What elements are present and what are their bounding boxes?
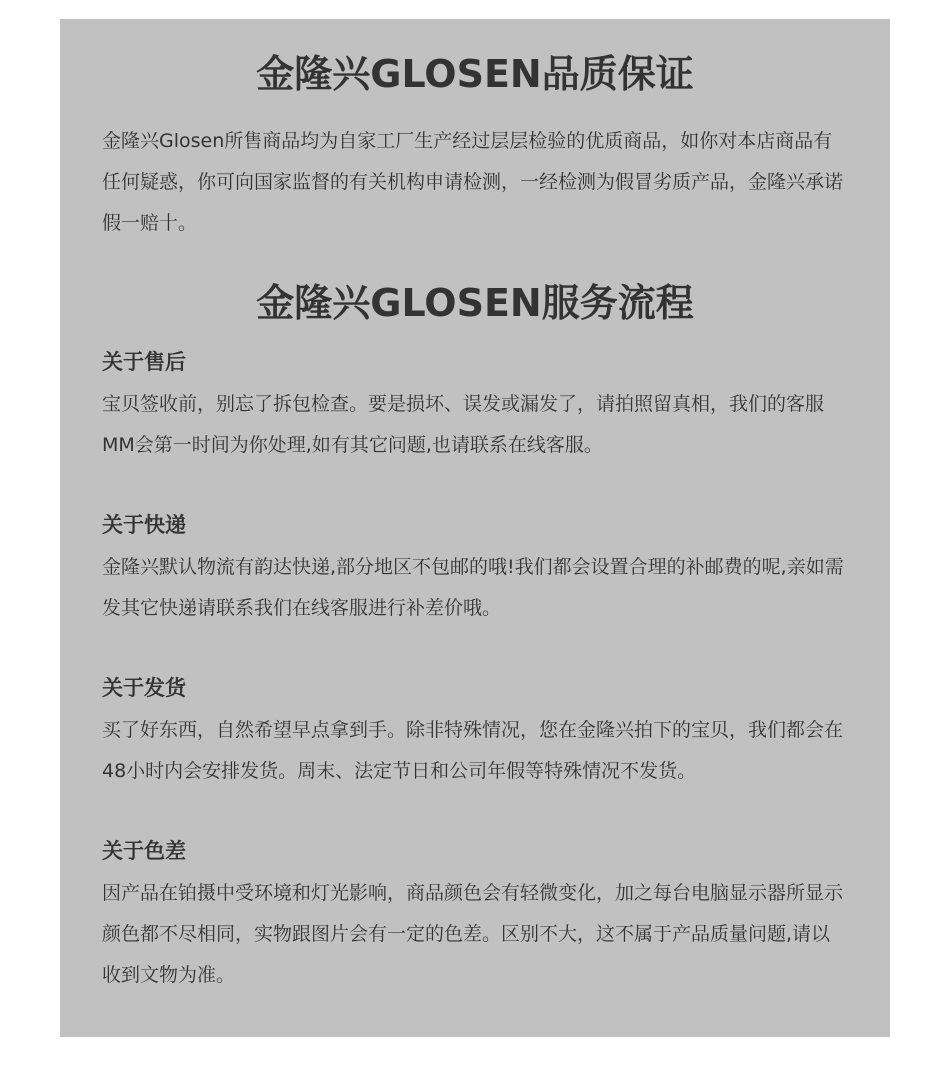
service-item-text: 因产品在铂摄中受环境和灯光影响，商品颜色会有轻微变化，加之每台电脑显示器所显示颜色都不尽相同，实物跟图片会有一定的色差。区别不大，这不属于产品质量问题,请以收到文物为准。 [102, 882, 844, 986]
service-item-text: 买了好东西，自然希望早点拿到手。除非特殊情况，您在金隆兴拍下的宝贝，我们都会在48小时内会安排发货。周末、法定节日和公司年假等特殊情况不发货。 [102, 719, 844, 782]
service-item-after-sales [102, 346, 848, 466]
quality-guarantee-text: 金隆兴Glosen所售商品均为自家工厂生产经过层层检验的优质商品，如你对本店商品有任何疑惑，你可向国家监督的有关机构申请检测，一经检测为假冒劣质产品，金隆兴承诺假一赔十。 [102, 130, 844, 234]
service-item-text: 金隆兴默认物流有韵达快递,部分地区不包邮的哦!我们都会设置合理的补邮费的呢,亲如需发其它快递请联系我们在线客服进行补差价哦。 [102, 556, 844, 619]
service-item-heading: 关于发货 [102, 676, 186, 700]
service-item-text: 宝贝签收前，别忘了拆包检查。要是损坏、误发或漏发了，请拍照留真相，我们的客服MM会第一时间为你处理,如有其它问题,也请联系在线客服。 [102, 393, 825, 456]
service-item-color-difference [102, 835, 848, 996]
info-panel [60, 19, 890, 1037]
service-item-shipping [102, 672, 848, 792]
service-item-heading: 关于快递 [102, 513, 186, 537]
service-item-heading: 关于售后 [102, 350, 186, 374]
service-process-title: 金隆兴GLOSEN服务流程 [256, 281, 694, 325]
quality-guarantee-title: 金隆兴GLOSEN品质保证 [256, 52, 694, 96]
service-item-express [102, 509, 848, 629]
service-item-heading: 关于色差 [102, 839, 186, 863]
